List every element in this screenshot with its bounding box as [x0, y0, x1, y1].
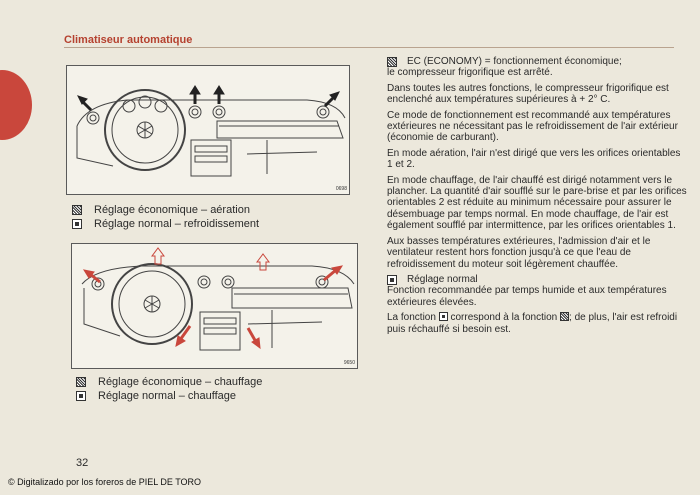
page-tab-marker	[0, 70, 32, 140]
caption-economy-aeration: Réglage économique – aération	[72, 203, 250, 217]
explanation-text	[387, 56, 687, 339]
paragraph-function-correspondence: La fonction correspond à la fonction ; de plus, l'air est refroidi puis réchauffé si besoin est.	[387, 312, 678, 335]
paragraph-low-temperature: Aux basses températures extérieures, l'admission d'air et le ventilateur restent hors fonction jusqu'à ce que l'eau de refroidissement du moteur soit légèrement chauffée.	[387, 235, 651, 270]
airflow-arrows-aeration	[78, 86, 339, 110]
economy-mode-icon	[76, 377, 86, 387]
normal-mode-icon	[76, 391, 86, 401]
normal-mode-icon	[439, 312, 448, 321]
paragraph-aeration: En mode aération, l'air n'est dirigé que vers les orifices orientables 1 et 2.	[387, 147, 681, 171]
economy-heading: EC (ECONOMY) = fonctionnement économique; le compresseur frigorifique est arrêté.	[387, 56, 622, 79]
section-title: Climatiseur automatique	[64, 34, 193, 46]
caption-economy-heating: Réglage économique – chauffage	[76, 375, 262, 389]
paragraph-compressor: Dans toutes les autres fonctions, le compresseur frigorifique est enclenché aux températures supérieures à + 2° C.	[387, 82, 669, 106]
dashboard-illustration-aeration	[67, 66, 349, 194]
dashboard-illustration-heating	[72, 244, 357, 368]
paragraph-heating: En mode chauffage, de l'air chauffé est dirigé notamment vers le plancher. La quantité d'air soufflé sur le pare-brise et par les orifices orientables 2 est réduite au minimum nécessaire pour assurer le désembuage par temps normal. En mode chauffage, de l'air est également soufflé par intermittence, par les orifices orientables 1.	[387, 174, 687, 232]
airflow-arrows-heating-red	[84, 266, 342, 348]
economy-mode-icon	[72, 205, 82, 215]
page-number: 32	[76, 457, 89, 469]
figure-number: 0698	[335, 186, 347, 192]
airflow-arrows-heating-outline	[152, 248, 269, 270]
title-rule	[64, 47, 674, 48]
normal-mode-icon	[387, 275, 397, 285]
dashboard-figure-aeration	[66, 65, 350, 195]
caption-normal-cooling: Réglage normal – refroidissement	[72, 217, 259, 231]
normal-mode-icon	[72, 219, 82, 229]
dashboard-figure-heating	[71, 243, 358, 369]
scan-credit: © Digitalizado por los foreros de PIEL DE TORO	[8, 477, 202, 487]
economy-mode-icon	[387, 57, 397, 67]
caption-normal-heating: Réglage normal – chauffage	[76, 389, 236, 403]
normal-heading: Réglage normal	[387, 274, 687, 285]
economy-mode-icon	[560, 312, 569, 321]
figure-number: 9650	[343, 360, 355, 366]
paragraph-recommendation: Ce mode de fonctionnement est recommandé aux températures extérieures ne nécessitant pas le refroidissement de l'air extérieur (économie de carburant).	[387, 109, 678, 144]
paragraph-normal-recommendation: Fonction recommandée par temps humide et aux températures extérieures élevées.	[387, 285, 667, 308]
